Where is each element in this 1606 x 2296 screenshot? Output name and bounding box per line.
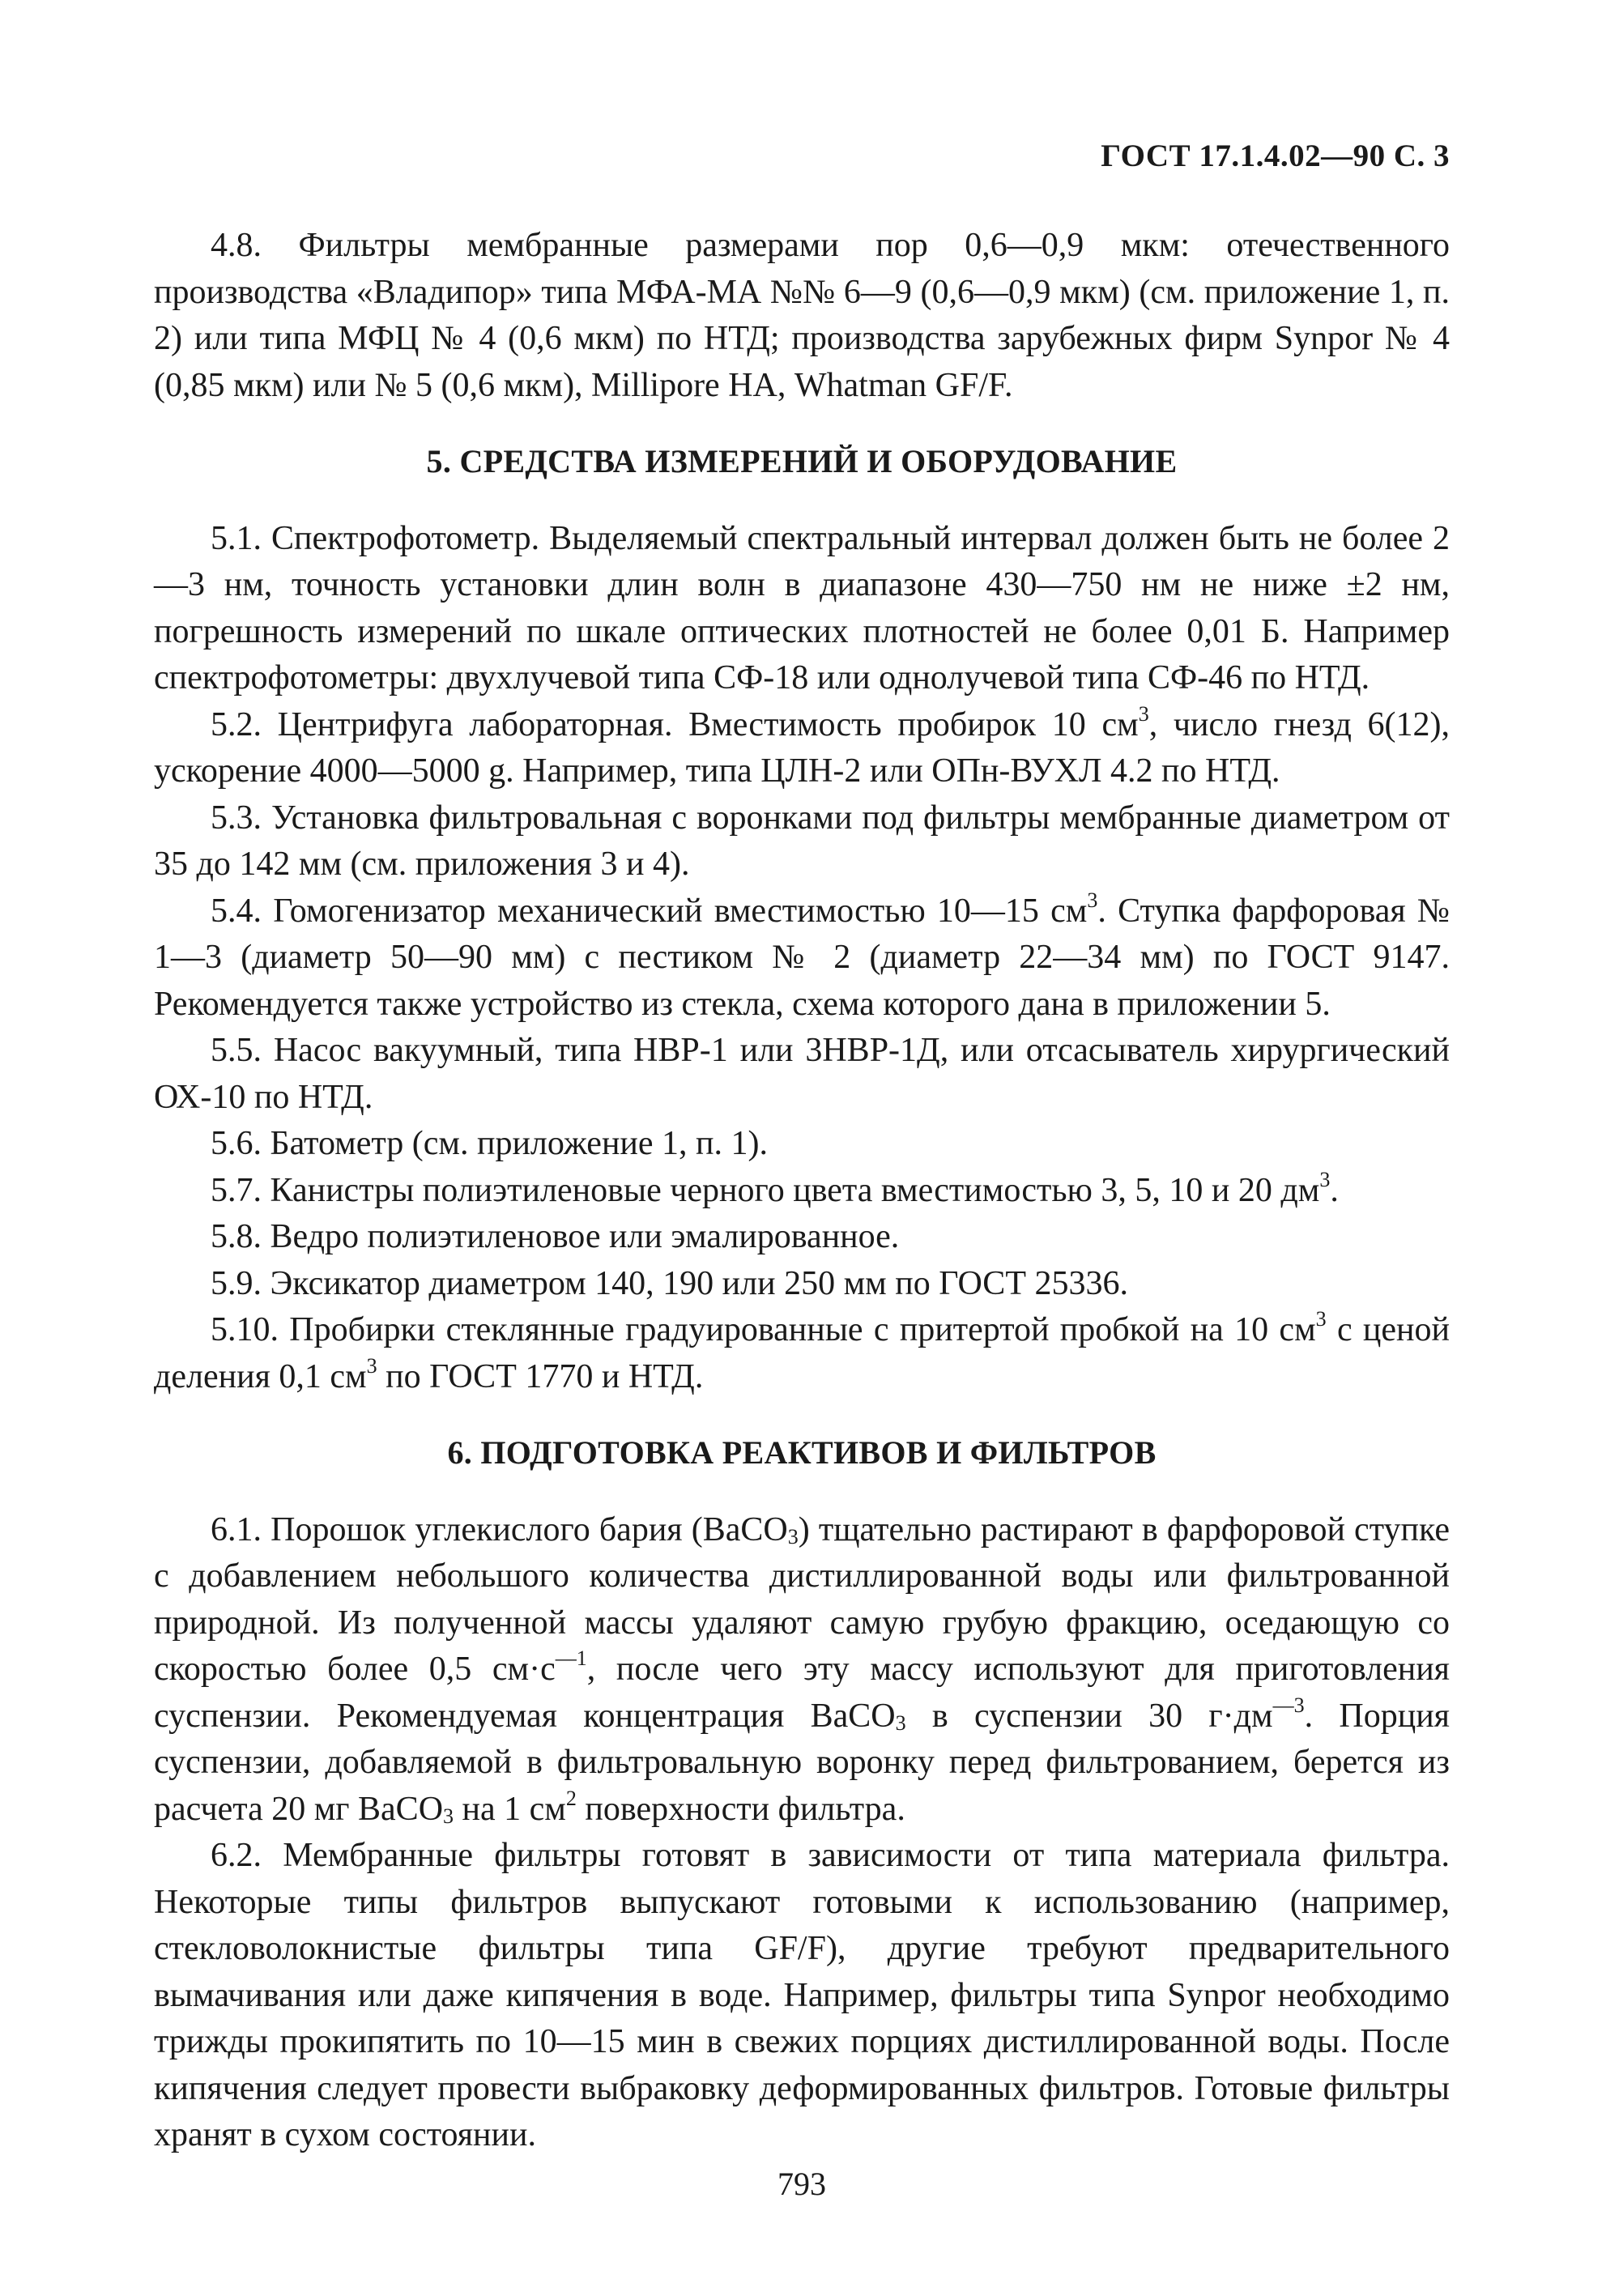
superscript: 3 bbox=[1138, 701, 1149, 726]
text-run: 5.7. Канистры полиэтиленовые черного цвета вместимостью 3, 5, 10 и 20 дм bbox=[211, 1171, 1320, 1209]
paragraph-4-8: 4.8. Фильтры мембранные размерами пор 0,6—0,9 мкм: отечественного производства «Владипор» типа МФА-МА №№ 6—9 (0,6—0,9 мкм) (см. приложение 1, п. 2) или типа МФЦ № 4 (0,6 мкм) по НТД; производства зарубежных фирм Synpor № 4 (0,85 мкм) или № 5 (0,6 мкм), Millipore НА, Whatman GF/F. bbox=[154, 227, 1450, 404]
paragraph-5-9: 5.9. Эксикатор диаметром 140, 190 или 250 мм по ГОСТ 25336. bbox=[211, 1264, 1128, 1302]
text-run: 5.10. Пробирки стеклянные градуированные с притертой пробкой на 10 см bbox=[211, 1311, 1316, 1348]
section-5-title: 5. СРЕДСТВА ИЗМЕРЕНИЙ И ОБОРУДОВАНИЕ bbox=[426, 443, 1178, 479]
superscript: 3 bbox=[1319, 1167, 1331, 1191]
document-body bbox=[154, 223, 1450, 2159]
text-run: 5.4. Гомогенизатор механический вместимостью 10—15 см bbox=[211, 892, 1088, 930]
text-run: поверхности фильтра. bbox=[576, 1790, 905, 1828]
paragraph-5-4 bbox=[154, 888, 1450, 1029]
paragraph-5-6: 5.6. Батометр (см. приложение 1, п. 1). bbox=[211, 1125, 768, 1162]
paragraph-5-2 bbox=[154, 702, 1450, 795]
paragraph-6-2: 6.2. Мембранные фильтры готовят в зависимости от типа материала фильтра. Некоторые типы фильтров выпускают готовыми к использованию (например, стекловолокнистые фильтры типа GF/F), другие требуют предварительного вымачивания или даже кипячения в воде. Например, фильтры типа Synpor необходимо трижды прокипятить по 10—15 мин в свежих порциях дистиллированной воды. После кипячения следует провести выбраковку деформированных фильтров. Готовые фильтры хранят в сухом состоянии. bbox=[154, 1837, 1450, 2153]
paragraph-5-1: 5.1. Спектрофотометр. Выделяемый спектральный интервал должен быть не более 2—3 нм, точность установки длин волн в диапазоне 430—750 нм не ниже ±2 нм, погрешность измерений по шкале оптических плотностей не более 0,01 Б. Например спектрофотометры: двухлучевой типа СФ-18 или однолучевой типа СФ-46 по НТД. bbox=[154, 519, 1450, 696]
text-run: ) тщательно растирают в фарфоровой ступке с добавлением небольшого количества дистиллированной воды или фильтрованной природной. Из полученной массы удаляют самую грубую фракцию, оседающую со скоростью более 0,5 см·с bbox=[154, 1510, 1450, 1688]
text-run: по ГОСТ 1770 и НТД. bbox=[377, 1357, 704, 1395]
page-number: 793 bbox=[777, 2166, 826, 2202]
paragraph-5-5: 5.5. Насос вакуумный, типа НВР-1 или 3НВР-1Д, или отсасыватель хирургический ОХ-10 по НТД. bbox=[154, 1032, 1450, 1116]
text-run: , число гнезд 6(12), ускорение 4000—5000 g. Например, типа ЦЛН-2 или ОПн-ВУХЛ 4.2 по НТД. bbox=[154, 705, 1450, 790]
paragraph-5-8: 5.8. Ведро полиэтиленовое или эмалированное. bbox=[211, 1218, 900, 1255]
text-run: . bbox=[1330, 1171, 1339, 1209]
superscript: 3 bbox=[1087, 888, 1098, 912]
text-run: 5.2. Центрифуга лабораторная. Вместимость пробирок 10 см bbox=[211, 705, 1139, 743]
text-run: 6.1. Порошок углекислого бария (BaCO bbox=[211, 1510, 788, 1548]
subscript: 3 bbox=[895, 1710, 906, 1735]
superscript: 2 bbox=[565, 1786, 577, 1810]
superscript: —1 bbox=[555, 1646, 587, 1670]
text-run: с ценой деления 0,1 см bbox=[154, 1311, 1450, 1395]
text-run: в суспензии 30 г·дм bbox=[905, 1697, 1273, 1735]
text-run: на 1 см bbox=[454, 1790, 566, 1828]
paragraph-5-3: 5.3. Установка фильтровальная с воронками под фильтры мембранные диаметром от 35 до 142 мм (см. приложения 3 и 4). bbox=[154, 799, 1450, 883]
superscript: —3 bbox=[1272, 1693, 1305, 1717]
section-6-title: 6. ПОДГОТОВКА РЕАКТИВОВ И ФИЛЬТРОВ bbox=[447, 1434, 1157, 1471]
text-run: , после чего эту массу используют для приготовления суспензии. Рекомендуемая концентрация BaCO bbox=[154, 1651, 1450, 1735]
text-run: . Ступка фарфоровая № 1—3 (диаметр 50—90 мм) с пестиком № 2 (диаметр 22—34 мм) по ГОСТ 9147. Рекомендуется также устройство из стекла, схема которого дана в приложении 5. bbox=[154, 892, 1450, 1023]
superscript: 3 bbox=[366, 1353, 377, 1378]
subscript: 3 bbox=[787, 1524, 799, 1548]
subscript: 3 bbox=[443, 1804, 454, 1828]
superscript: 3 bbox=[1315, 1306, 1327, 1331]
running-header: ГОСТ 17.1.4.02—90 С. 3 bbox=[1101, 138, 1450, 173]
text-run: . Порция суспензии, добавляемой в фильтровальную воронку перед фильтрованием, берется из расчета 20 мг BaCO bbox=[154, 1697, 1450, 1828]
paragraph-6-1 bbox=[154, 1507, 1450, 1834]
document-page bbox=[154, 121, 1450, 2227]
paragraph-5-7 bbox=[154, 1168, 1450, 1215]
paragraph-5-10 bbox=[154, 1307, 1450, 1400]
